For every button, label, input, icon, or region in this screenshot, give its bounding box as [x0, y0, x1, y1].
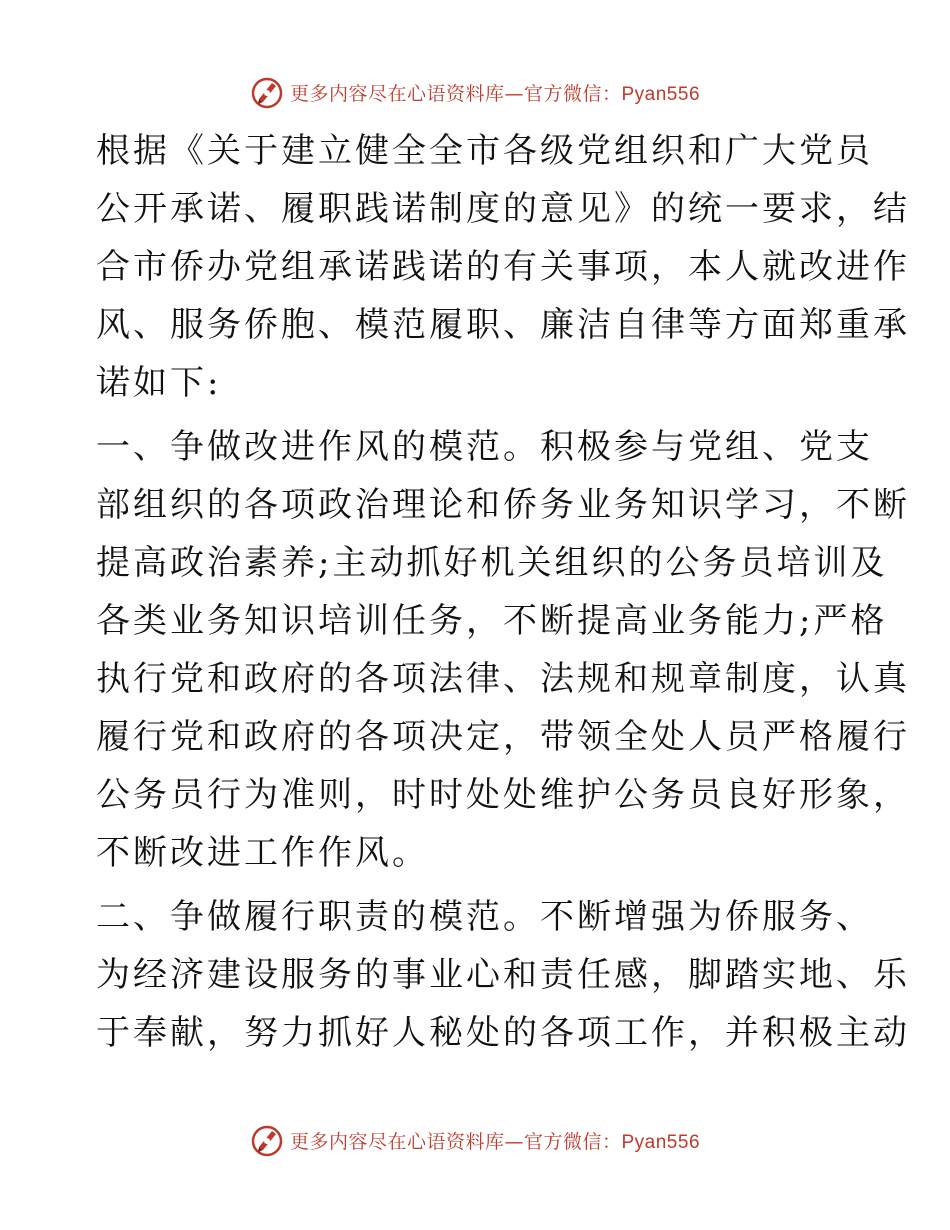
watermark-contact-label: 官方微信： — [523, 1130, 622, 1153]
text-line: 公务员行为准则，时时处处维护公务员良好形象， — [96, 775, 910, 815]
watermark-contact-id: Pyan556 — [621, 1131, 701, 1153]
text-line: 根据《关于建立健全全市各级党组织和广大党员 — [96, 131, 873, 171]
text-line: 为经济建设服务的事业心和责任感，脚踏实地、乐 — [96, 955, 910, 995]
watermark-dash: — — [504, 82, 524, 105]
text-line: 二、争做履行职责的模范。不断增强为侨服务、 — [96, 897, 873, 937]
watermark-contact-id: Pyan556 — [621, 83, 701, 105]
watermark-contact-label: 官方微信： — [523, 82, 622, 105]
pen-logo-icon — [250, 75, 284, 109]
watermark-header — [0, 72, 950, 112]
text-line: 合市侨办党组承诺践诺的有关事项，本人就改进作 — [96, 247, 910, 287]
text-line: 各类业务知识培训任务，不断提高业务能力;严格 — [96, 601, 888, 641]
text-line: 履行党和政府的各项决定，带领全处人员严格履行 — [96, 717, 910, 757]
watermark-label: 更多内容尽在心语资料库 — [289, 82, 505, 105]
watermark-text — [290, 1127, 700, 1154]
watermark-text — [290, 79, 700, 106]
text-line: 诺如下: — [96, 363, 222, 403]
text-line: 风、服务侨胞、模范履职、廉洁自律等方面郑重承 — [96, 305, 910, 345]
text-line: 公开承诺、履职践诺制度的意见》的统一要求，结 — [96, 189, 910, 229]
text-line: 提高政治素养;主动抓好机关组织的公务员培训及 — [96, 543, 888, 583]
paragraph-intro — [96, 122, 910, 412]
document-body — [96, 122, 910, 1068]
watermark-label: 更多内容尽在心语资料库 — [289, 1130, 505, 1153]
paragraph-section-1 — [96, 418, 910, 882]
text-line: 不断改进工作作风。 — [96, 833, 429, 873]
watermark-dash: — — [504, 1130, 524, 1153]
pen-logo-icon — [250, 1123, 284, 1157]
watermark-footer — [0, 1120, 950, 1160]
text-line: 于奉献，努力抓好人秘处的各项工作，并积极主动 — [96, 1013, 910, 1053]
text-line: 一、争做改进作风的模范。积极参与党组、党支 — [96, 427, 873, 467]
text-line: 执行党和政府的各项法律、法规和规章制度，认真 — [96, 659, 910, 699]
paragraph-section-2 — [96, 888, 910, 1062]
text-line: 部组织的各项政治理论和侨务业务知识学习，不断 — [96, 485, 910, 525]
